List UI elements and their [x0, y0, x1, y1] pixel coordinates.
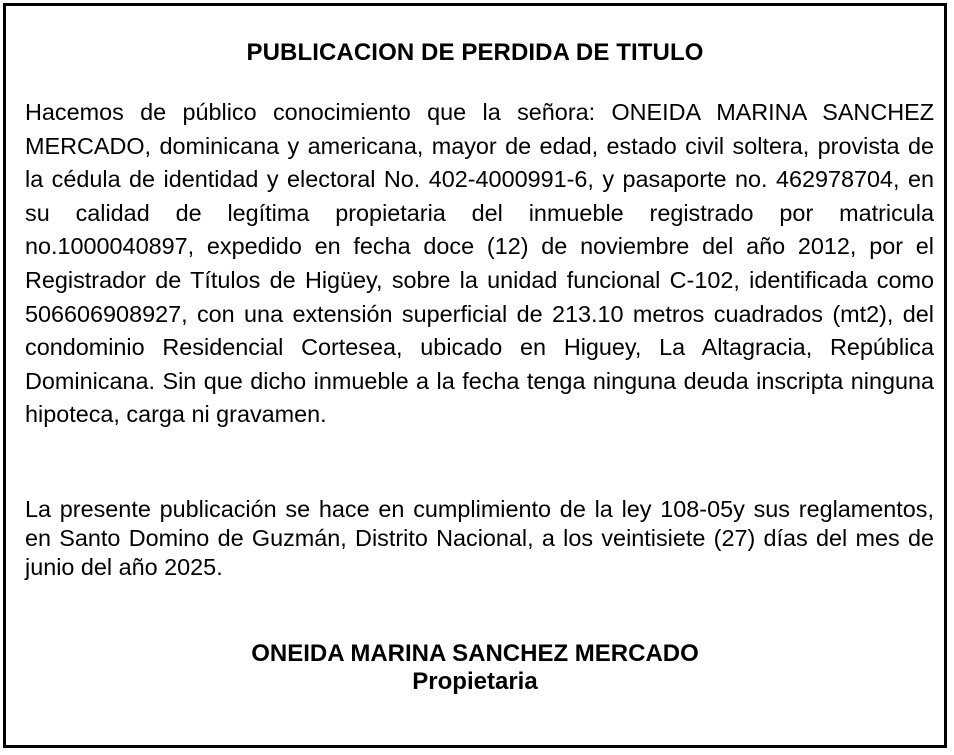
notice-body-paragraph: Hacemos de público conocimiento que la señora: ONEIDA MARINA SANCHEZ MERCADO, dominicana y americana, mayor de edad, estado civil soltera, provista de la cédula de identidad y electoral No. 402-4000991-6, y pasaporte no. 462978704, en su calidad de legítima propietaria del inmueble registrado por matricula no.1000040897, expedido en fecha doce (12) de noviembre del año 2012, por el Registrador de Títulos de Higüey, sobre la unidad funcional C-102, identificada como 506606908927, con una extensión superficial de 213.10 metros cuadrados (mt2), del condominio Residencial Cortesea, ubicado en Higuey, La Altagracia, República Dominicana. Sin que dicho inmueble a la fecha tenga ninguna deuda inscripta ninguna hipoteca, carga ni gravamen. [25, 99, 934, 428]
notice-title: PUBLICACION DE PERDIDA DE TITULO [246, 39, 704, 66]
signature-name: ONEIDA MARINA SANCHEZ MERCADO [251, 640, 699, 667]
signature-role: Propietaria [412, 668, 538, 695]
signature-block [6, 639, 944, 697]
notice-closing-paragraph: La presente publicación se hace en cumplimiento de la ley 108-05y sus reglamentos, en Santo Domino de Guzmán, Distrito Nacional, a los veintisiete (27) días del mes de junio del año 2025. [25, 496, 934, 580]
notice-frame [3, 3, 947, 748]
